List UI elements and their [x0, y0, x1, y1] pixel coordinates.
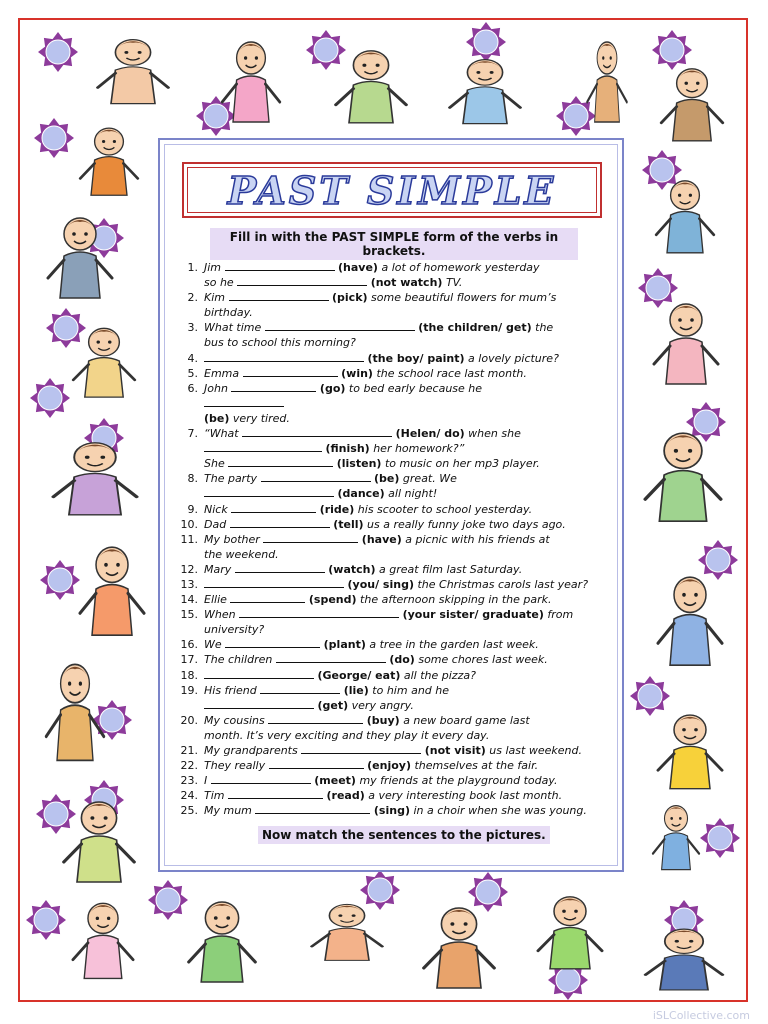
- sentence-item: [174, 713, 614, 743]
- children-telling-secret-picture: [62, 534, 162, 644]
- instruction: Fill in with the PAST SIMPLE form of the verbs in brackets.: [210, 228, 578, 260]
- answer-blank[interactable]: [231, 503, 316, 513]
- sentence-number: 15.: [180, 608, 198, 622]
- text-part: My bother: [204, 532, 260, 546]
- sentence-number: 5.: [187, 366, 198, 380]
- sentence-text: [204, 668, 476, 683]
- answer-blank[interactable]: [230, 518, 330, 528]
- girl-flowers-picture: [56, 892, 150, 986]
- boy-reading-picture: [640, 796, 712, 876]
- answer-blank[interactable]: [225, 638, 320, 648]
- sentence-text: [204, 637, 539, 652]
- text-part: a picnic with his friends at: [405, 532, 550, 546]
- sentence-text: [204, 743, 582, 758]
- text-part: so he: [204, 276, 234, 290]
- answer-blank[interactable]: [268, 714, 363, 724]
- children-chores-picture: [44, 790, 154, 890]
- verb-hint: (win): [341, 366, 373, 380]
- answer-blank[interactable]: [204, 669, 314, 679]
- text-part: “What: [204, 427, 239, 441]
- sentence-text: [204, 517, 566, 532]
- text-part: My grandparents: [204, 744, 298, 757]
- sentence-text: [204, 320, 553, 350]
- sentence-number: 11.: [180, 532, 198, 546]
- sentence-text: [204, 788, 562, 803]
- answer-blank[interactable]: [260, 684, 340, 694]
- sentence-text: [204, 471, 457, 501]
- verb-hint: (lie): [343, 683, 369, 697]
- sentence-text: [204, 713, 530, 743]
- sentence-number: 19.: [180, 683, 198, 697]
- text-part: all night!: [388, 487, 438, 501]
- sentence-item: [174, 773, 614, 788]
- verb-hint: (do): [389, 653, 415, 667]
- text-part: a new board game last: [403, 713, 530, 727]
- answer-blank[interactable]: [204, 442, 322, 452]
- answer-blank[interactable]: [243, 367, 338, 377]
- text-part: to music on her mp3 player.: [384, 457, 540, 471]
- verb-hint: (the children/ get): [418, 321, 532, 335]
- sentence-number: 25.: [180, 804, 198, 818]
- playground-picture: [624, 420, 742, 530]
- sentence-text: [204, 758, 538, 773]
- sentence-number: 22.: [180, 759, 198, 773]
- sentence-item: [174, 668, 614, 683]
- text-part: Jim: [204, 261, 222, 274]
- text-part: us last weekend.: [489, 744, 582, 757]
- verb-hint: (tell): [333, 517, 364, 531]
- sentence-text: [204, 351, 559, 366]
- sentence-number: 6.: [187, 381, 198, 395]
- sentence-text: [204, 502, 532, 517]
- boy-sleeping-picture: [644, 58, 740, 148]
- sentence-text: [204, 607, 573, 637]
- girl-watching-tv-picture: [30, 206, 130, 306]
- sentence-item: [174, 592, 614, 607]
- verb-hint: (not visit): [424, 744, 486, 757]
- sentence-text: [204, 532, 550, 562]
- sentence-item: [174, 562, 614, 577]
- text-part: Kim: [204, 291, 225, 305]
- text-part: I: [204, 774, 208, 788]
- text-part: a lot of homework yesterday: [381, 261, 540, 274]
- friends-laughing-picture: [404, 896, 514, 996]
- verb-hint: (plant): [323, 638, 366, 652]
- answer-blank[interactable]: [204, 699, 314, 709]
- answer-blank[interactable]: [276, 653, 386, 663]
- answer-blank[interactable]: [301, 744, 421, 754]
- answer-blank[interactable]: [269, 759, 364, 769]
- children-dancing-picture: [520, 886, 620, 976]
- sentence-number: 20.: [180, 713, 198, 727]
- text-part: my friends at the playground today.: [359, 774, 558, 788]
- answer-blank[interactable]: [204, 352, 364, 362]
- sentence-item: [174, 637, 614, 652]
- sentence-text: [204, 562, 522, 577]
- watermark: iSLCollective.com: [652, 1009, 750, 1022]
- text-part: They really: [204, 759, 266, 773]
- answer-blank[interactable]: [228, 789, 323, 799]
- sentence-text: [204, 592, 552, 607]
- angry-boy-picture: [576, 30, 638, 130]
- text-part: us a really funny joke two days ago.: [367, 517, 566, 531]
- sentence-number: 17.: [180, 653, 198, 667]
- sentence-number: 3.: [187, 321, 198, 335]
- text-part: from: [547, 608, 574, 622]
- text-part: My cousins: [204, 713, 265, 727]
- text-part: the school race last month.: [376, 366, 527, 380]
- sentence-item: [174, 366, 614, 381]
- text-part: university?: [204, 623, 265, 637]
- text-part: a lovely picture?: [468, 351, 559, 365]
- text-part: month. It’s very exciting and they play it every day.: [204, 728, 490, 742]
- answer-blank[interactable]: [255, 804, 370, 814]
- verb-hint: (sing): [373, 804, 410, 818]
- graduate-picture: [56, 318, 152, 404]
- text-part: a very interesting book last month.: [368, 789, 563, 803]
- verb-hint: (Helen/ do): [395, 427, 465, 441]
- answer-blank[interactable]: [231, 382, 316, 392]
- exercise-list: [174, 260, 614, 818]
- sentence-number: 8.: [187, 472, 198, 486]
- sentence-number: 1.: [187, 261, 198, 274]
- sentence-number: 2.: [187, 291, 198, 305]
- sentence-item: [174, 758, 614, 773]
- verb-hint: (go): [319, 381, 346, 395]
- sentence-item: [174, 426, 614, 471]
- sentence-item: [174, 743, 614, 758]
- text-part: in a choir when she was young.: [413, 804, 587, 818]
- sentence-item: [174, 290, 614, 320]
- sentence-item: [174, 803, 614, 818]
- sentence-text: [204, 803, 587, 818]
- verb-hint: (finish): [325, 442, 370, 456]
- text-part: themselves at the fair.: [414, 759, 539, 773]
- sentence-text: [204, 260, 540, 290]
- worksheet-panel: [158, 138, 624, 872]
- text-part: to bed early because he: [348, 381, 483, 395]
- answer-blank[interactable]: [239, 608, 399, 618]
- text-part: some chores last week.: [418, 653, 548, 667]
- boy-eating-pizza-picture: [64, 118, 154, 202]
- sentence-item: [174, 607, 614, 637]
- sentence-number: 14.: [180, 593, 198, 607]
- text-part: all the pizza?: [403, 668, 476, 682]
- sentence-number: 7.: [187, 427, 198, 441]
- sentence-item: [174, 471, 614, 501]
- sentence-number: 23.: [180, 774, 198, 788]
- verb-hint: (ride): [319, 502, 355, 516]
- verb-hint: (watch): [328, 562, 376, 576]
- verb-hint: (dance): [337, 487, 385, 501]
- answer-blank[interactable]: [261, 472, 371, 482]
- sentence-text: [204, 290, 556, 320]
- girl-music-picture: [30, 650, 120, 770]
- text-part: The children: [204, 653, 273, 667]
- text-part: very tired.: [232, 411, 290, 425]
- sentence-item: [174, 652, 614, 667]
- text-part: a great film last Saturday.: [379, 562, 523, 576]
- girl-skipping-picture: [206, 30, 296, 130]
- answer-blank[interactable]: [225, 261, 335, 271]
- verb-hint: (not watch): [370, 276, 443, 290]
- sentence-number: 18.: [180, 668, 198, 682]
- text-part: very angry.: [351, 698, 414, 712]
- text-part: the weekend.: [204, 547, 279, 561]
- text-part: His friend: [204, 683, 257, 697]
- text-part: a tree in the garden last week.: [369, 638, 539, 652]
- text-part: We: [204, 638, 222, 652]
- children-board-game-picture: [30, 432, 160, 522]
- sentence-item: [174, 532, 614, 562]
- final-instruction: Now match the sentences to the pictures.: [258, 826, 550, 844]
- text-part: Mary: [204, 562, 232, 576]
- answer-blank[interactable]: [204, 487, 334, 497]
- text-part: her homework?”: [373, 442, 465, 456]
- verb-hint: (be): [374, 472, 400, 486]
- verb-hint: (the boy/ paint): [367, 351, 465, 365]
- sentence-item: [174, 577, 614, 592]
- boy-scooter-picture: [640, 170, 730, 260]
- answer-blank[interactable]: [204, 397, 284, 407]
- sentence-item: [174, 788, 614, 803]
- verb-hint: (buy): [366, 713, 400, 727]
- text-part: his scooter to school yesterday.: [357, 502, 533, 516]
- carol-singers-picture: [624, 920, 744, 996]
- title-box: [182, 162, 602, 218]
- page-title: PAST SIMPLE: [227, 167, 557, 213]
- text-part: When: [204, 608, 236, 622]
- sentence-text: [204, 381, 482, 426]
- answer-blank[interactable]: [265, 321, 415, 331]
- text-part: What time: [204, 321, 262, 335]
- boy-painting-picture: [170, 890, 274, 990]
- text-part: Ellie: [204, 593, 227, 607]
- text-part: some beautiful flowers for mum’s: [371, 291, 557, 305]
- sentence-number: 9.: [187, 502, 198, 516]
- grandparents-picture: [640, 564, 740, 674]
- text-part: when she: [468, 427, 521, 441]
- sentence-item: [174, 260, 614, 290]
- sentence-number: 4.: [187, 351, 198, 365]
- answer-blank[interactable]: [263, 533, 358, 543]
- verb-hint: (have): [338, 261, 378, 274]
- verb-hint: (get): [317, 698, 349, 712]
- sentence-number: 24.: [180, 789, 198, 803]
- text-part: TV.: [445, 276, 463, 290]
- children-at-fair-picture: [636, 292, 736, 392]
- sentence-text: [204, 426, 540, 471]
- verb-hint: (read): [326, 789, 365, 803]
- sentence-item: [174, 683, 614, 713]
- text-part: Nick: [204, 502, 228, 516]
- verb-hint: (have): [361, 532, 402, 546]
- text-part: The party: [204, 472, 258, 486]
- sentence-text: [204, 683, 449, 713]
- sentence-number: 21.: [180, 744, 198, 757]
- answer-blank[interactable]: [229, 291, 329, 301]
- verb-hint: (enjoy): [367, 759, 411, 773]
- text-part: Dad: [204, 517, 227, 531]
- sentence-number: 13.: [180, 577, 198, 591]
- boy-book-picture: [292, 896, 402, 966]
- text-part: the: [535, 321, 554, 335]
- sentence-number: 16.: [180, 638, 198, 652]
- verb-hint: (you/ sing): [347, 577, 414, 591]
- text-part: Tim: [204, 789, 225, 803]
- school-bus-picture: [640, 704, 740, 796]
- sentence-number: 12.: [180, 562, 198, 576]
- text-part: the Christmas carols last year?: [417, 577, 589, 591]
- verb-hint: (pick): [332, 291, 368, 305]
- sentence-item: [174, 517, 614, 532]
- text-part: John: [204, 381, 228, 395]
- text-part: Emma: [204, 366, 240, 380]
- sentence-item: [174, 502, 614, 517]
- verb-hint: (your sister/ graduate): [402, 608, 544, 622]
- answer-blank[interactable]: [228, 457, 333, 467]
- children-painting-picture: [316, 40, 426, 130]
- answer-blank[interactable]: [235, 563, 325, 573]
- text-part: bus to school this morning?: [204, 336, 356, 350]
- verb-hint: (listen): [336, 457, 382, 471]
- sentence-item: [174, 320, 614, 350]
- children-choir-picture: [78, 30, 188, 110]
- answer-blank[interactable]: [242, 427, 392, 437]
- text-part: great. We: [402, 472, 457, 486]
- answer-blank[interactable]: [211, 774, 311, 784]
- answer-blank[interactable]: [204, 578, 344, 588]
- answer-blank[interactable]: [237, 276, 367, 286]
- sentence-number: 10.: [180, 517, 198, 531]
- verb-hint: (meet): [314, 774, 356, 788]
- text-part: the afternoon skipping in the park.: [360, 593, 552, 607]
- children-planting-picture: [430, 50, 540, 130]
- verb-hint: (George/ eat): [317, 668, 401, 682]
- answer-blank[interactable]: [230, 593, 305, 603]
- sentence-text: [204, 773, 558, 788]
- sentence-text: [204, 652, 548, 667]
- sentence-item: [174, 351, 614, 366]
- text-part: birthday.: [204, 306, 253, 320]
- sentence-item: [174, 381, 614, 426]
- sun-icon: [38, 32, 78, 72]
- text-part: She: [204, 457, 225, 471]
- text-part: My mum: [204, 804, 252, 818]
- sentence-text: [204, 366, 527, 381]
- sentence-text: [204, 577, 588, 592]
- verb-hint: (be): [204, 411, 230, 425]
- verb-hint: (spend): [308, 593, 357, 607]
- text-part: to him and he: [372, 683, 450, 697]
